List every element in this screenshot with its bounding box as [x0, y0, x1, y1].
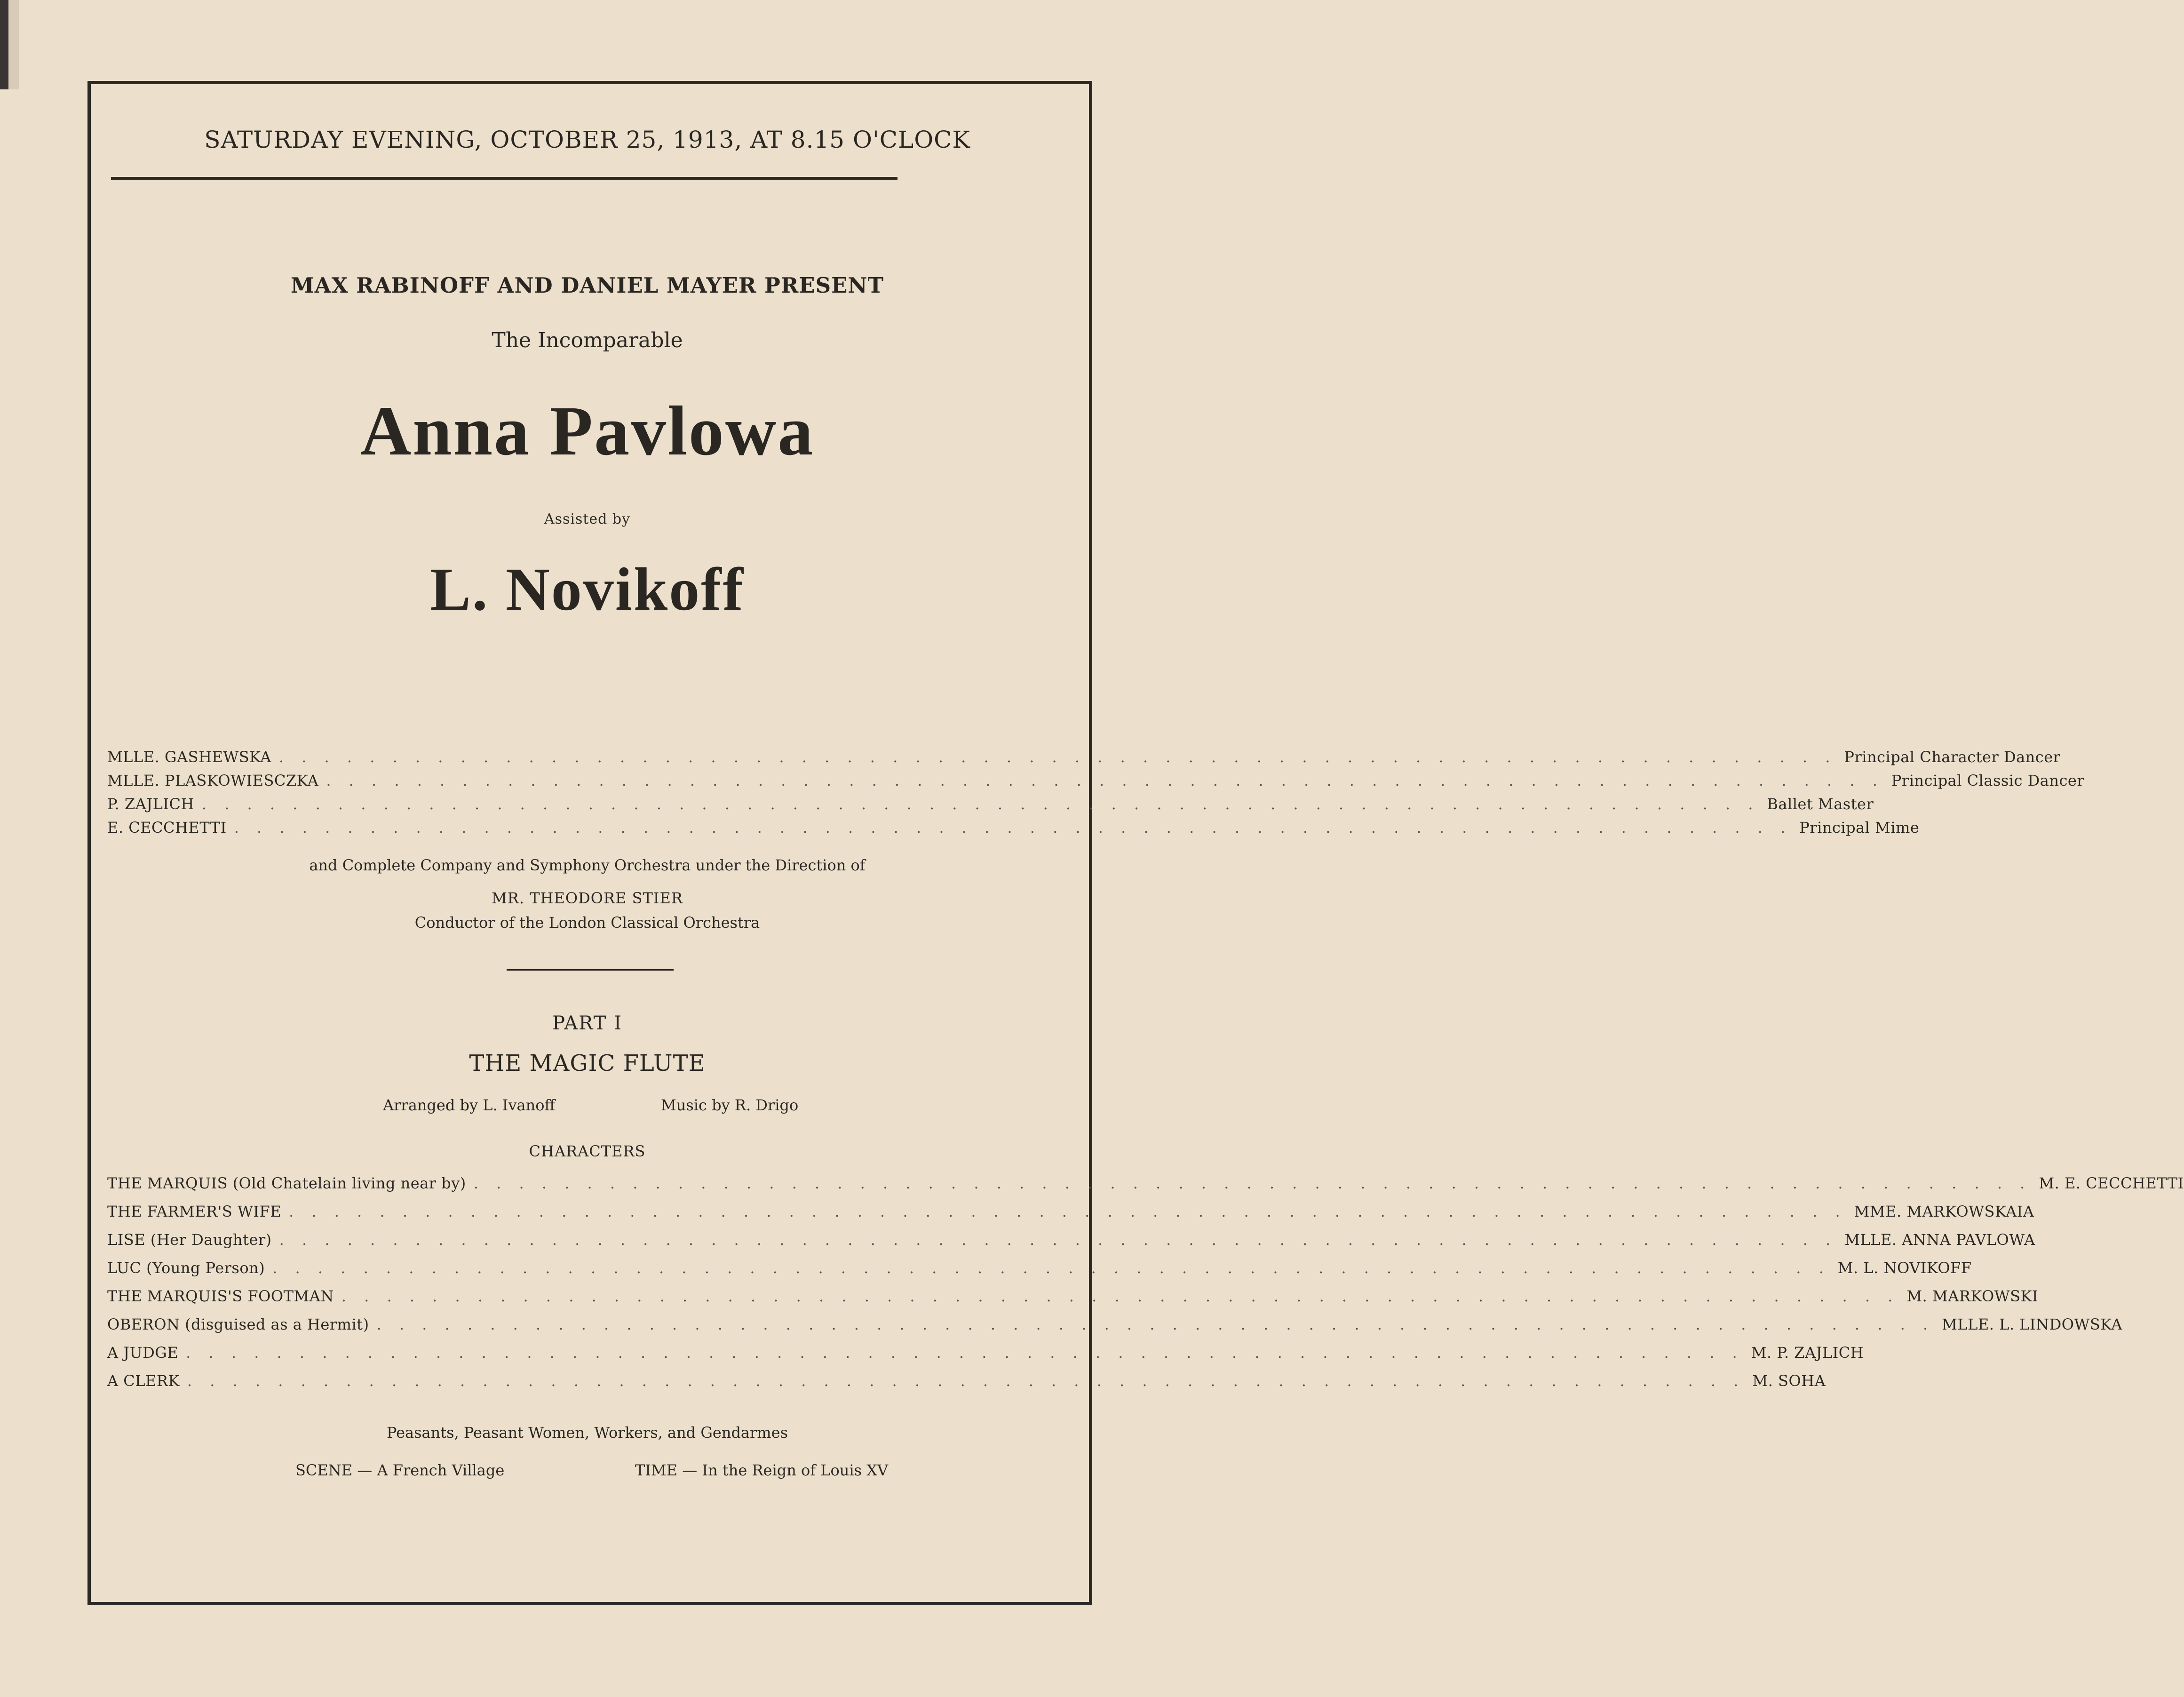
- character-row: [107, 1259, 1972, 1277]
- principal-name: P. ZAJLICH: [107, 795, 194, 813]
- scene-text: SCENE — A French Village: [295, 1461, 505, 1479]
- character-role: A CLERK: [107, 1372, 180, 1390]
- character-row: [107, 1174, 2184, 1192]
- leader-dots: . . . . . . . . . . . . . . . . . . . . . . . . . . . . . . . . . . . . . . . . . . . . . . . . . . . . . . . . . . . . . . . . . . . . .: [234, 819, 1792, 837]
- character-performer: M. MARKOWSKI: [1906, 1287, 2039, 1305]
- character-role: OBERON (disguised as a Hermit): [107, 1315, 369, 1333]
- character-performer: MLLE. ANNA PAVLOWA: [1844, 1231, 2035, 1249]
- leader-dots: . . . . . . . . . . . . . . . . . . . . . . . . . . . . . . . . . . . . . . . . . . . . . . . . . . . . . . . . . . . . . . . . . . . . .: [186, 1344, 1744, 1362]
- character-performer: M. L. NOVIKOFF: [1837, 1259, 1972, 1277]
- conductor-name: MR. THEODORE STIER: [492, 889, 683, 907]
- character-row: [107, 1203, 2034, 1220]
- character-row: [107, 1231, 2035, 1249]
- character-row: [107, 1344, 1864, 1362]
- header-rule: [111, 177, 897, 180]
- principal-role: Principal Classic Dancer: [1891, 772, 2085, 789]
- character-role: THE MARQUIS'S FOOTMAN: [107, 1287, 334, 1305]
- character-performer: M. SOHA: [1752, 1372, 1826, 1390]
- principal-row: [107, 772, 2085, 789]
- character-performer: MLLE. L. LINDOWSKA: [1942, 1315, 2122, 1333]
- ballet-title: THE MAGIC FLUTE: [469, 1050, 706, 1076]
- character-role: THE FARMER'S WIFE: [107, 1203, 282, 1220]
- star-name: Anna Pavlowa: [360, 392, 815, 470]
- principal-name: MLLE. GASHEWSKA: [107, 748, 271, 766]
- section-divider: [507, 969, 674, 971]
- character-performer: M. E. CECCHETTI: [2039, 1174, 2184, 1192]
- company-line: and Complete Company and Symphony Orchestra under the Direction of: [309, 856, 866, 874]
- extras-line: Peasants, Peasant Women, Workers, and Gendarmes: [387, 1424, 788, 1442]
- leader-dots: . . . . . . . . . . . . . . . . . . . . . . . . . . . . . . . . . . . . . . . . . . . . . . . . . . . . . . . . . . . . . . . . . . . . .: [473, 1174, 2032, 1192]
- leader-dots: . . . . . . . . . . . . . . . . . . . . . . . . . . . . . . . . . . . . . . . . . . . . . . . . . . . . . . . . . . . . . . . . . . . . .: [272, 1259, 1830, 1277]
- principal-row: [107, 819, 1920, 837]
- page-edge-shadow: [0, 0, 19, 89]
- character-performer: M. P. ZAJLICH: [1751, 1344, 1864, 1362]
- principal-name: E. CECCHETTI: [107, 819, 227, 837]
- character-row: [107, 1372, 1826, 1390]
- character-role: LUC (Young Person): [107, 1259, 265, 1277]
- leader-dots: . . . . . . . . . . . . . . . . . . . . . . . . . . . . . . . . . . . . . . . . . . . . . . . . . . . . . . . . . . . . . . . . . . . . .: [278, 748, 1837, 766]
- principal-role: Ballet Master: [1767, 795, 1874, 813]
- part-label: PART I: [552, 1012, 622, 1034]
- leader-dots: . . . . . . . . . . . . . . . . . . . . . . . . . . . . . . . . . . . . . . . . . . . . . . . . . . . . . . . . . . . . . . . . . . . . .: [289, 1203, 1847, 1220]
- principal-row: [107, 795, 1874, 813]
- presenters-line: MAX RABINOFF AND DANIEL MAYER PRESENT: [291, 273, 884, 298]
- composer-credit: Music by R. Drigo: [661, 1096, 799, 1114]
- leader-dots: . . . . . . . . . . . . . . . . . . . . . . . . . . . . . . . . . . . . . . . . . . . . . . . . . . . . . . . . . . . . . . . . . . . . .: [376, 1315, 1935, 1333]
- character-row: [107, 1315, 2122, 1333]
- leader-dots: . . . . . . . . . . . . . . . . . . . . . . . . . . . . . . . . . . . . . . . . . . . . . . . . . . . . . . . . . . . . . . . . . . . . .: [201, 795, 1760, 813]
- principal-name: MLLE. PLASKOWIESCZKA: [107, 772, 319, 789]
- principal-role: Principal Mime: [1799, 819, 1920, 837]
- co-star-name: L. Novikoff: [430, 556, 745, 623]
- character-row: [107, 1287, 2039, 1305]
- principal-row: [107, 748, 2061, 766]
- character-role: LISE (Her Daughter): [107, 1231, 272, 1249]
- arranger-credit: Arranged by L. Ivanoff: [383, 1096, 556, 1114]
- character-performer: MME. MARKOWSKAIA: [1854, 1203, 2034, 1220]
- character-role: THE MARQUIS (Old Chatelain living near by): [107, 1174, 466, 1192]
- characters-heading: CHARACTERS: [529, 1142, 646, 1160]
- assisted-by: Assisted by: [544, 511, 631, 527]
- leader-dots: . . . . . . . . . . . . . . . . . . . . . . . . . . . . . . . . . . . . . . . . . . . . . . . . . . . . . . . . . . . . . . . . . . . . .: [326, 772, 1884, 789]
- leader-dots: . . . . . . . . . . . . . . . . . . . . . . . . . . . . . . . . . . . . . . . . . . . . . . . . . . . . . . . . . . . . . . . . . . . . .: [341, 1287, 1899, 1305]
- conductor-title: Conductor of the London Classical Orchestra: [414, 914, 760, 932]
- epithet: The Incomparable: [492, 328, 683, 352]
- leader-dots: . . . . . . . . . . . . . . . . . . . . . . . . . . . . . . . . . . . . . . . . . . . . . . . . . . . . . . . . . . . . . . . . . . . . .: [279, 1231, 1837, 1249]
- leader-dots: . . . . . . . . . . . . . . . . . . . . . . . . . . . . . . . . . . . . . . . . . . . . . . . . . . . . . . . . . . . . . . . . . . . . .: [187, 1372, 1745, 1390]
- character-role: A JUDGE: [107, 1344, 179, 1362]
- time-text: TIME — In the Reign of Louis XV: [635, 1461, 889, 1479]
- performance-date: SATURDAY EVENING, OCTOBER 25, 1913, AT 8.15 O'CLOCK: [204, 126, 970, 153]
- principal-role: Principal Character Dancer: [1844, 748, 2061, 766]
